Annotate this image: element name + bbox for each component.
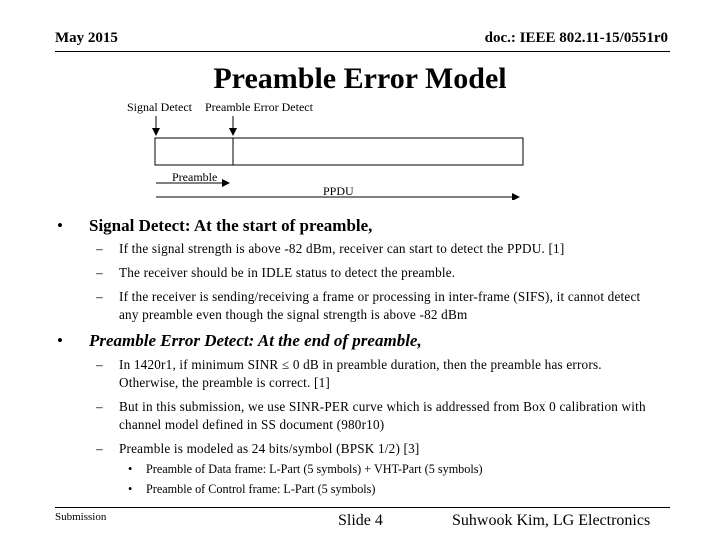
footer-submission: Submission bbox=[55, 511, 107, 523]
dash-marker: – bbox=[96, 241, 103, 256]
list-item-text: The receiver should be in IDLE status to detect the preamble. bbox=[119, 265, 456, 280]
dash-marker: – bbox=[96, 399, 103, 414]
bullet-heading: Preamble Error Detect: At the end of preamble, bbox=[89, 331, 422, 350]
preamble-label: Preamble bbox=[172, 170, 218, 184]
dash-marker: – bbox=[96, 441, 103, 456]
bullet-signal-detect bbox=[57, 216, 372, 236]
ppdu-box bbox=[155, 138, 523, 165]
sub-list-item-text: Preamble of Control frame: L-Part (5 symbols) bbox=[146, 482, 376, 496]
list-item bbox=[96, 440, 656, 458]
bullet-heading: Signal Detect: At the start of preamble, bbox=[89, 216, 373, 235]
bullet-marker: • bbox=[57, 331, 63, 350]
list-item bbox=[96, 288, 656, 324]
ppdu-diagram bbox=[0, 0, 720, 200]
header-date: May 2015 bbox=[55, 30, 118, 46]
list-item bbox=[96, 240, 656, 258]
slide-title: Preamble Error Model bbox=[213, 62, 507, 95]
sub-list-item bbox=[128, 482, 375, 497]
header-doc-id: doc.: IEEE 802.11-15/0551r0 bbox=[484, 30, 668, 46]
list-item-text: But in this submission, we use SINR-PER curve which is addressed from Box 0 calibration with channel model defined in SS document (980r10) bbox=[119, 399, 646, 432]
list-item-text: Preamble is modeled as 24 bits/symbol (BPSK 1/2) [3] bbox=[119, 441, 420, 456]
dash-marker: – bbox=[96, 289, 103, 304]
signal-detect-label: Signal Detect bbox=[127, 100, 192, 114]
sub-list-item bbox=[128, 462, 483, 477]
list-item-text: If the receiver is sending/receiving a frame or processing in inter-frame (SIFS), it cannot detect any preamble even though the signal strength is above -82 dBm bbox=[119, 289, 641, 322]
list-item-text: If the signal strength is above -82 dBm, receiver can start to detect the PPDU. [1] bbox=[119, 241, 565, 256]
footer-author: Suhwook Kim, LG Electronics bbox=[452, 512, 651, 529]
list-item bbox=[96, 398, 656, 434]
list-item-text: In 1420r1, if minimum SINR ≤ 0 dB in preamble duration, then the preamble has errors. Otherwise, the preamble is correct. [1] bbox=[119, 357, 602, 390]
dash-marker: – bbox=[96, 265, 103, 280]
bullet-marker: • bbox=[57, 216, 63, 235]
sub-bullet-marker: • bbox=[128, 462, 133, 476]
footer-rule bbox=[55, 507, 670, 508]
ppdu-label: PPDU bbox=[323, 184, 354, 198]
sub-bullet-marker: • bbox=[128, 482, 133, 496]
bullet-preamble-error-detect bbox=[57, 331, 422, 351]
sub-list-item-text: Preamble of Data frame: L-Part (5 symbols) + VHT-Part (5 symbols) bbox=[146, 462, 483, 476]
footer-slide-number: Slide 4 bbox=[338, 512, 383, 529]
dash-marker: – bbox=[96, 357, 103, 372]
list-item bbox=[96, 264, 656, 282]
preamble-error-detect-label: Preamble Error Detect bbox=[205, 100, 313, 114]
list-item bbox=[96, 356, 656, 392]
